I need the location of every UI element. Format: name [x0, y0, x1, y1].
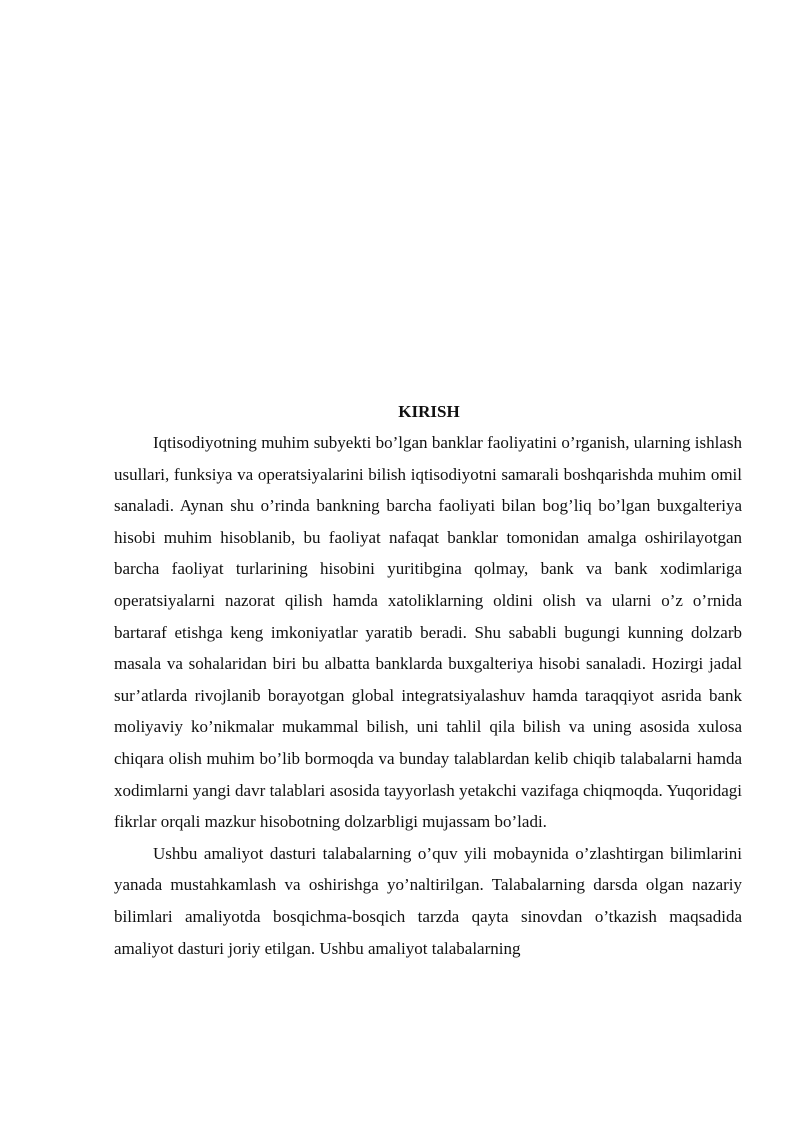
paragraph-intro: Iqtisodiyotning muhim subyekti bo’lgan banklar faoliyatini o’rganish, ularning ishlash usullari, funksiya va operatsiyalarini bilish iqtisodiyotni samarali boshqarishda muhim omil sanaladi. Aynan shu o’rinda bankning barcha faoliyati bilan bog’liq bo’lgan buxgalteriya hisobi muhim hisoblanib, bu faoliyat nafaqat banklar tomonidan amalga oshirilayotgan barcha faoliyat turlarining hisobini yuritibgina qolmay, bank va bank xodimlariga operatsiyalarni nazorat qilish hamda xatoliklarning oldini olish va ularni o’z o’rnida bartaraf etishga keng imkoniyatlar yaratib beradi. Shu sababli bugungi kunning dolzarb masala va sohalaridan biri bu albatta banklarda buxgalteriya hisobi sanaladi. Hozirgi jadal sur’atlarda rivojlanib borayotgan global integratsiyalashuv hamda taraqqiyot asrida bank moliyaviy ko’nikmalar mukammal bilish, uni tahlil qila bilish va uning asosida xulosa chiqara olish muhim bo’lib bormoqda va bunday talablardan kelib chiqib talabalarni hamda xodimlarni yangi davr talablari asosida tayyorlash yetakchi vazifaga chiqmoqda. Yuqoridagi fikrlar orqali mazkur hisobotning dolzarbligi mujassam bo’ladi.	[114, 433, 742, 832]
document-body	[114, 398, 742, 964]
paragraph-program: Ushbu amaliyot dasturi talabalarning o’quv yili mobaynida o’zlashtirgan bilimlarini yanada mustahkamlash va oshirishga yo’naltirilgan. Talabalarning darsda olgan nazariy bilimlari amaliyotda bosqichma-bosqich tarzda qayta sinovdan o’tkazish maqsadida amaliyot dasturi joriy etilgan. Ushbu amaliyot talabalarning	[114, 843, 742, 958]
section-heading: KIRISH	[398, 402, 460, 421]
